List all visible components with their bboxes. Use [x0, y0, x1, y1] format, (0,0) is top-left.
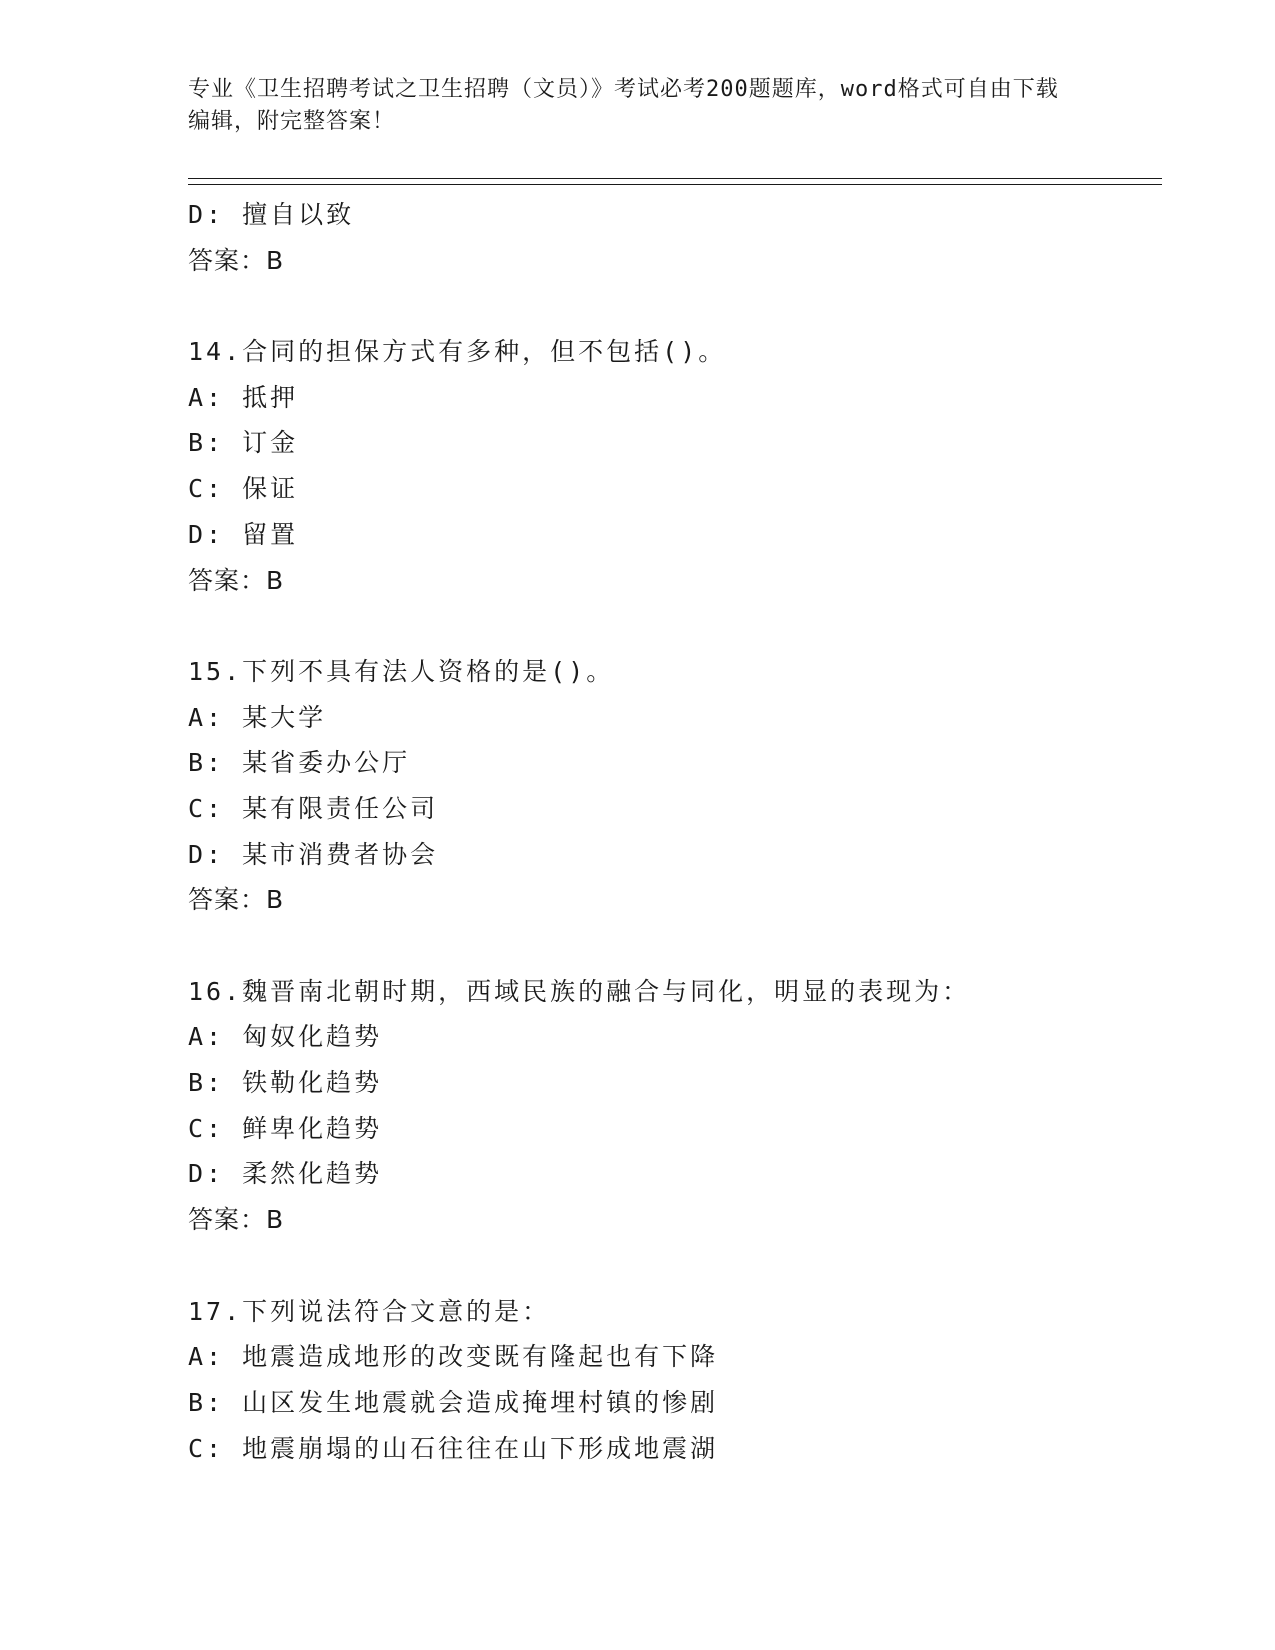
option-a: A: 某大学 [188, 702, 327, 732]
answer-line: 答案：B [188, 885, 285, 915]
spacer [188, 923, 1162, 969]
question-17 [188, 1289, 1162, 1472]
answer-line: 答案：B [188, 1205, 285, 1235]
option-d: D: 某市消费者协会 [188, 839, 439, 869]
option-b: B: 山区发生地震就会造成掩埋村镇的惨剧 [188, 1387, 719, 1417]
option-b: B: 某省委办公厅 [188, 748, 411, 778]
question-list [188, 192, 1162, 1471]
option-c: C: 鲜卑化趋势 [188, 1113, 383, 1143]
question-stem: 17.下列说法符合文意的是： [188, 1296, 551, 1326]
answer-line: 答案：B [188, 245, 285, 275]
question-stem: 16.魏晋南北朝时期，西域民族的融合与同化，明显的表现为： [188, 976, 971, 1006]
option-b: B: 订金 [188, 428, 299, 458]
page-header: 专业《卫生招聘考试之卫生招聘（文员）》考试必考200题题库，word格式可自由下载编辑，附完整答案！ [188, 77, 1059, 134]
spacer [188, 1243, 1162, 1289]
option-c: C: 保证 [188, 474, 299, 504]
question-15 [188, 649, 1162, 923]
question-14 [188, 329, 1162, 603]
option-c: C: 某有限责任公司 [188, 793, 439, 823]
answer-line: 答案：B [188, 565, 285, 595]
option-a: A: 地震造成地形的改变既有隆起也有下降 [188, 1342, 719, 1372]
option-a: A: 匈奴化趋势 [188, 1022, 383, 1052]
spacer [188, 283, 1162, 329]
question-16 [188, 969, 1162, 1243]
question-13-tail [188, 192, 1162, 283]
question-stem: 15.下列不具有法人资格的是()。 [188, 656, 615, 686]
question-stem: 14.合同的担保方式有多种，但不包括()。 [188, 337, 727, 367]
option-b: B: 铁勒化趋势 [188, 1068, 383, 1098]
header-rule-bottom [188, 184, 1162, 185]
option-d: D: 擅自以致 [188, 200, 355, 229]
option-c: C: 地震崩塌的山石往往在山下形成地震湖 [188, 1433, 719, 1463]
option-d: D: 柔然化趋势 [188, 1159, 383, 1189]
spacer [188, 603, 1162, 649]
option-d: D: 留置 [188, 519, 299, 549]
header-rule-top [188, 178, 1162, 179]
option-a: A: 抵押 [188, 382, 299, 412]
